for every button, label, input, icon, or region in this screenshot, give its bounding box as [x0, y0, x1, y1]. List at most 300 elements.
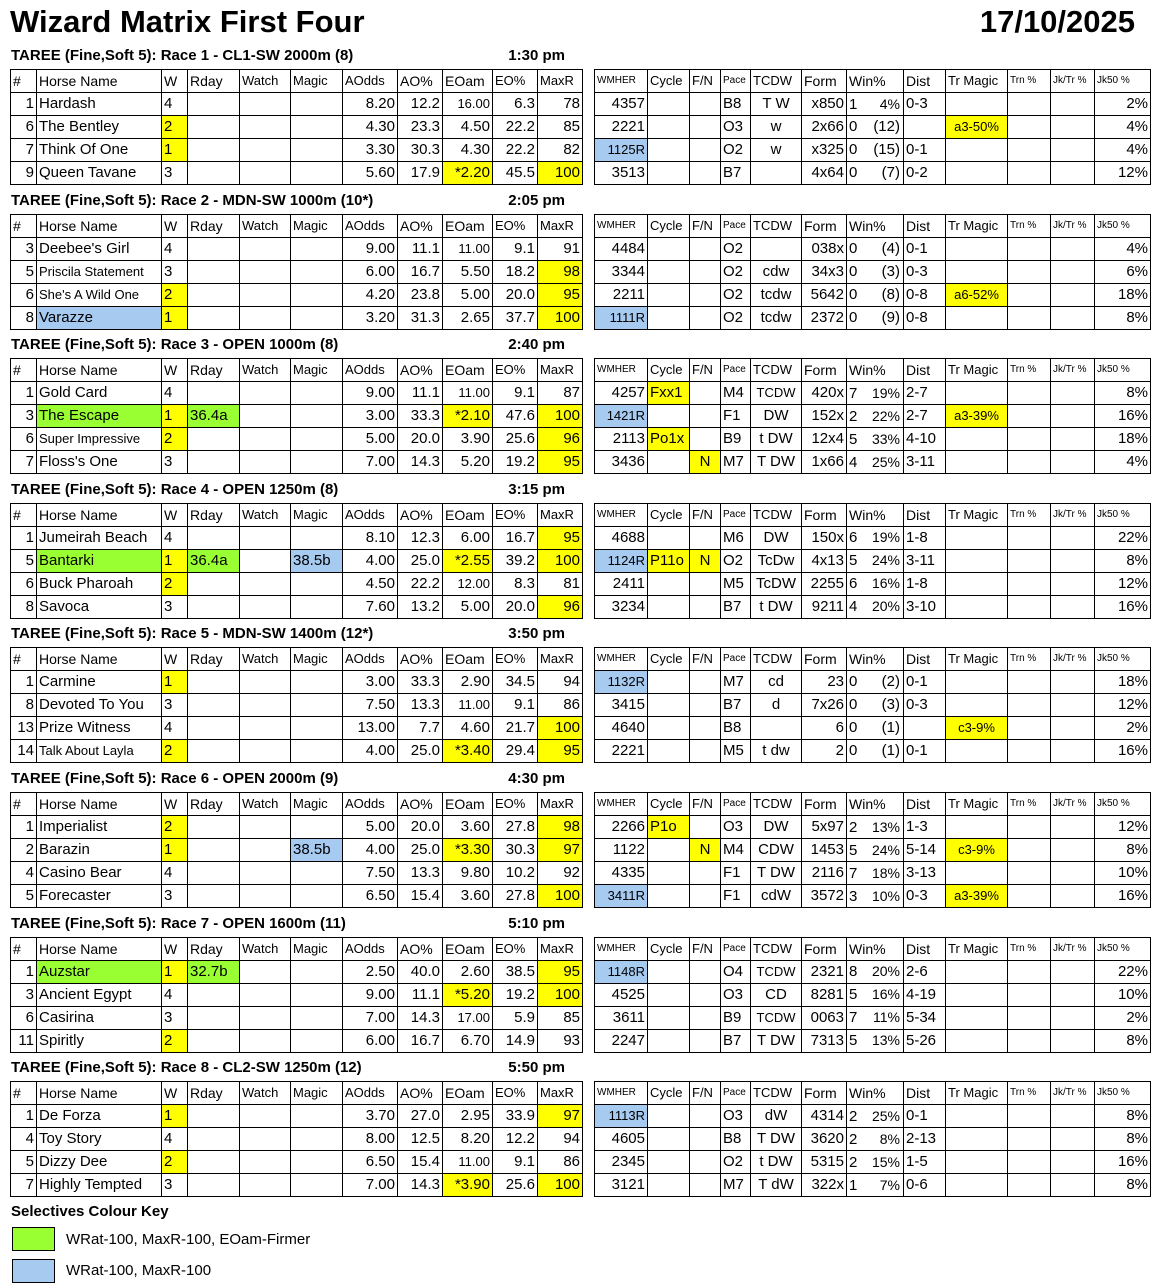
runner-form: 1453: [802, 839, 847, 862]
runner-rday: [188, 1174, 240, 1197]
runner-rday: [188, 740, 240, 763]
runner-jk50: 8%: [1095, 1029, 1151, 1052]
runner-watch: [240, 1174, 291, 1197]
runner-jk50: 8%: [1095, 549, 1151, 572]
runner-win: [847, 983, 904, 1006]
runner-jktr: [1051, 526, 1095, 549]
runner-aodds: 7.00: [343, 451, 398, 474]
runner-rday: [188, 1006, 240, 1029]
runner-w: 1: [162, 671, 188, 694]
runner-maxr: 100: [538, 717, 583, 740]
runner-aop: 16.7: [398, 260, 443, 283]
runner-pace: O4: [721, 960, 751, 983]
runner-tcdw: TcDw: [751, 549, 802, 572]
runner-maxr: 98: [538, 260, 583, 283]
runner-form: 4x13: [802, 549, 847, 572]
runner-win: [847, 595, 904, 618]
runner-magic: [291, 237, 343, 260]
runner-rday: [188, 885, 240, 908]
runner-wins: 0: [849, 285, 858, 303]
runner-fn: [690, 671, 721, 694]
race-header: [11, 768, 571, 790]
runner-no: 1: [11, 816, 37, 839]
runner-trmagic: [946, 1105, 1008, 1128]
runner-dist: 3-11: [904, 549, 946, 572]
runner-jk50: 8%: [1095, 839, 1151, 862]
runner-eop: 14.9: [493, 1029, 538, 1052]
runner-eoam: 6.00: [443, 526, 493, 549]
runner-pace: M7: [721, 671, 751, 694]
runner-watch: [240, 260, 291, 283]
stats-row: [595, 572, 1151, 595]
runner-aop: 20.0: [398, 428, 443, 451]
runner-pace: B8: [721, 717, 751, 740]
stats-row: [595, 93, 1151, 116]
column-header: AOdds: [343, 937, 398, 960]
runner-jk50: 8%: [1095, 1128, 1151, 1151]
runner-magic: [291, 1006, 343, 1029]
runner-cycle: [648, 671, 690, 694]
runner-rday: [188, 1151, 240, 1174]
runner-aop: 12.5: [398, 1128, 443, 1151]
horse-name: Buck Pharoah: [37, 572, 162, 595]
runner-fn: [690, 1105, 721, 1128]
column-header: Dist: [904, 359, 946, 382]
runner-wmher: 4357: [595, 93, 648, 116]
runner-trmagic: a3-39%: [946, 885, 1008, 908]
race-stats-table: [594, 937, 1151, 1053]
runner-win-pct: 7%: [879, 1176, 900, 1193]
runner-trmagic: a3-39%: [946, 405, 1008, 428]
runner-jktr: [1051, 382, 1095, 405]
runner-magic: [291, 717, 343, 740]
runner-pace: O3: [721, 116, 751, 139]
runner-magic: [291, 885, 343, 908]
column-header: Jk50 %: [1095, 648, 1151, 671]
column-header: WMHER: [595, 503, 648, 526]
header-row: [595, 937, 1151, 960]
runner-trmagic: [946, 694, 1008, 717]
runner-tcdw: tcdw: [751, 306, 802, 329]
column-header: Rday: [188, 359, 240, 382]
runner-jktr: [1051, 1128, 1095, 1151]
runner-tcdw: T DW: [751, 862, 802, 885]
column-header: Cycle: [648, 937, 690, 960]
runner-no: 1: [11, 382, 37, 405]
runner-maxr: 100: [538, 1174, 583, 1197]
runner-win-pct: 15%: [871, 1153, 900, 1170]
runner-wins: 0: [849, 141, 858, 158]
runner-eop: 33.9: [493, 1105, 538, 1128]
runner-trmagic: [946, 862, 1008, 885]
runner-win-pct: 11%: [873, 1009, 900, 1026]
runner-form: 8281: [802, 983, 847, 1006]
horse-name: Auzstar: [37, 960, 162, 983]
runner-win-pct: (9): [881, 308, 900, 326]
runner-jktr: [1051, 1006, 1095, 1029]
runner-no: 3: [11, 405, 37, 428]
column-header: Watch: [240, 648, 291, 671]
runner-aop: 25.0: [398, 549, 443, 572]
runner-pace: M5: [721, 572, 751, 595]
stats-row: [595, 1174, 1151, 1197]
runner-jktr: [1051, 451, 1095, 474]
runner-eop: 19.2: [493, 451, 538, 474]
runner-magic: [291, 1151, 343, 1174]
race-header: [11, 190, 571, 212]
runner-aodds: 5.00: [343, 428, 398, 451]
stats-row: [595, 526, 1151, 549]
runner-form: x850: [802, 93, 847, 116]
runner-wins: 4: [849, 598, 858, 616]
runner-aodds: 4.30: [343, 116, 398, 139]
blue-swatch: [12, 1259, 55, 1283]
runner-form: 2: [802, 740, 847, 763]
column-header: Jk50 %: [1095, 70, 1151, 93]
runner-row: [11, 1006, 583, 1029]
column-header: Pace: [721, 503, 751, 526]
column-header: WMHER: [595, 214, 648, 237]
runner-aop: 11.1: [398, 983, 443, 1006]
runner-eop: 27.8: [493, 816, 538, 839]
runner-win: [847, 451, 904, 474]
runner-jk50: 2%: [1095, 93, 1151, 116]
column-header: Rday: [188, 648, 240, 671]
runner-maxr: 92: [538, 862, 583, 885]
runner-maxr: 85: [538, 1006, 583, 1029]
runner-jktr: [1051, 839, 1095, 862]
runner-pace: B7: [721, 1029, 751, 1052]
runner-tcdw: DW: [751, 405, 802, 428]
column-header: Form: [802, 503, 847, 526]
runner-wins: 0: [849, 696, 858, 714]
runner-eop: 27.8: [493, 885, 538, 908]
runner-rday: 32.7b: [188, 960, 240, 983]
runner-wmher: 1125R: [595, 139, 648, 162]
runner-wmher: 4257: [595, 382, 648, 405]
runner-watch: [240, 1006, 291, 1029]
runner-win-pct: 8%: [879, 1130, 900, 1147]
column-header: Dist: [904, 793, 946, 816]
runner-jktr: [1051, 740, 1095, 763]
runner-trnp: [1008, 1029, 1051, 1052]
column-header: Jk/Tr %: [1051, 1082, 1095, 1105]
runner-magic: [291, 116, 343, 139]
runner-pace: M4: [721, 839, 751, 862]
runner-fn: [690, 1006, 721, 1029]
runner-form: 9211: [802, 595, 847, 618]
runner-fn: N: [690, 451, 721, 474]
column-header: Jk50 %: [1095, 503, 1151, 526]
runner-win: [847, 885, 904, 908]
runner-row: [11, 428, 583, 451]
runner-aodds: 8.10: [343, 526, 398, 549]
column-header: Watch: [240, 70, 291, 93]
runner-form: 12x4: [802, 428, 847, 451]
stats-row: [595, 162, 1151, 185]
runner-fn: [690, 1128, 721, 1151]
runner-row: [11, 816, 583, 839]
runner-fn: [690, 1029, 721, 1052]
runner-trnp: [1008, 1105, 1051, 1128]
runner-magic: [291, 139, 343, 162]
runner-trmagic: [946, 1128, 1008, 1151]
column-header: Trn %: [1008, 793, 1051, 816]
runner-magic: [291, 862, 343, 885]
runner-cycle: [648, 405, 690, 428]
runner-no: 4: [11, 862, 37, 885]
runner-tcdw: cdw: [751, 260, 802, 283]
runner-magic: [291, 740, 343, 763]
column-header: Rday: [188, 793, 240, 816]
runner-row: [11, 260, 583, 283]
runner-win: [847, 382, 904, 405]
runner-wmher: 2113: [595, 428, 648, 451]
runner-cycle: P1o: [648, 816, 690, 839]
column-header: AOdds: [343, 503, 398, 526]
runner-fn: [690, 405, 721, 428]
runner-wins: 6: [849, 529, 858, 547]
runner-jk50: 12%: [1095, 816, 1151, 839]
runner-eoam: 3.90: [443, 428, 493, 451]
column-header: Dist: [904, 1082, 946, 1105]
stats-row: [595, 405, 1151, 428]
runner-watch: [240, 382, 291, 405]
runner-trnp: [1008, 116, 1051, 139]
runner-magic: [291, 526, 343, 549]
column-header: Win%: [847, 793, 904, 816]
runner-magic: [291, 260, 343, 283]
column-header: MaxR: [538, 214, 583, 237]
horse-name: Floss's One: [37, 451, 162, 474]
runner-win: [847, 671, 904, 694]
horse-name: Priscila Statement: [37, 260, 162, 283]
runner-dist: [904, 116, 946, 139]
runner-magic: [291, 671, 343, 694]
column-header: Win%: [847, 503, 904, 526]
runner-eop: 30.3: [493, 839, 538, 862]
runner-trmagic: a3-50%: [946, 116, 1008, 139]
column-header: Trn %: [1008, 503, 1051, 526]
runner-aop: 16.7: [398, 1029, 443, 1052]
column-header: Watch: [240, 793, 291, 816]
runner-eop: 20.0: [493, 595, 538, 618]
horse-name: The Escape: [37, 405, 162, 428]
runner-aodds: 7.00: [343, 1006, 398, 1029]
runner-aop: 31.3: [398, 306, 443, 329]
runner-eoam: *3.30: [443, 839, 493, 862]
column-header: Trn %: [1008, 359, 1051, 382]
runner-fn: [690, 595, 721, 618]
column-header: #: [11, 359, 37, 382]
runner-magic: [291, 451, 343, 474]
runner-win: [847, 839, 904, 862]
column-header: WMHER: [595, 359, 648, 382]
runner-jk50: 18%: [1095, 283, 1151, 306]
runner-eop: 25.6: [493, 1174, 538, 1197]
stats-row: [595, 816, 1151, 839]
runner-wmher: 3411R: [595, 885, 648, 908]
runner-fn: N: [690, 549, 721, 572]
runner-aodds: 8.00: [343, 1128, 398, 1151]
runner-wmher: 1111R: [595, 306, 648, 329]
column-header: EO%: [493, 793, 538, 816]
runner-pace: M5: [721, 740, 751, 763]
horse-name: Queen Tavane: [37, 162, 162, 185]
runner-jk50: 22%: [1095, 960, 1151, 983]
column-header: Dist: [904, 648, 946, 671]
runner-w: 1: [162, 839, 188, 862]
runner-magic: 38.5b: [291, 839, 343, 862]
runner-maxr: 100: [538, 549, 583, 572]
runner-win: [847, 694, 904, 717]
race-time: 5:10 pm: [508, 914, 565, 932]
runner-dist: 5-14: [904, 839, 946, 862]
runner-jktr: [1051, 1105, 1095, 1128]
runner-win-pct: (8): [881, 285, 900, 303]
runner-dist: 1-8: [904, 572, 946, 595]
runner-win: [847, 1151, 904, 1174]
horse-name: Dizzy Dee: [37, 1151, 162, 1174]
stats-row: [595, 237, 1151, 260]
runner-fn: [690, 93, 721, 116]
column-header: Cycle: [648, 214, 690, 237]
runner-tcdw: d: [751, 694, 802, 717]
runner-wmher: 1124R: [595, 549, 648, 572]
runner-win-pct: (15): [873, 141, 900, 158]
runner-cycle: P11o: [648, 549, 690, 572]
runner-eop: 9.1: [493, 1151, 538, 1174]
runner-aodds: 6.00: [343, 1029, 398, 1052]
runner-no: 6: [11, 283, 37, 306]
race-header: [11, 623, 571, 645]
runner-win: [847, 549, 904, 572]
runner-wmher: 2411: [595, 572, 648, 595]
runner-tcdw: T dW: [751, 1174, 802, 1197]
runner-watch: [240, 1151, 291, 1174]
column-header: MaxR: [538, 359, 583, 382]
runner-aodds: 5.60: [343, 162, 398, 185]
runner-eoam: 5.00: [443, 595, 493, 618]
runner-eoam: *2.20: [443, 162, 493, 185]
runner-eoam: 2.95: [443, 1105, 493, 1128]
runner-trmagic: [946, 960, 1008, 983]
horse-name: Savoca: [37, 595, 162, 618]
runner-trnp: [1008, 694, 1051, 717]
runner-dist: 0-1: [904, 671, 946, 694]
race-stats-table: [594, 214, 1151, 330]
column-header: #: [11, 937, 37, 960]
runner-pace: O3: [721, 816, 751, 839]
runner-trnp: [1008, 526, 1051, 549]
runner-eoam: 3.60: [443, 885, 493, 908]
race-runners-table: [10, 1081, 583, 1197]
runner-dist: 0-8: [904, 283, 946, 306]
runner-magic: [291, 595, 343, 618]
runner-rday: [188, 671, 240, 694]
column-header: Magic: [291, 70, 343, 93]
runner-tcdw: cdW: [751, 885, 802, 908]
runner-maxr: 100: [538, 983, 583, 1006]
runner-trmagic: [946, 428, 1008, 451]
runner-jktr: [1051, 1174, 1095, 1197]
column-header: Magic: [291, 359, 343, 382]
runner-trnp: [1008, 1151, 1051, 1174]
runner-pace: O2: [721, 237, 751, 260]
column-header: AO%: [398, 793, 443, 816]
column-header: AOdds: [343, 359, 398, 382]
runner-trmagic: [946, 595, 1008, 618]
runner-trmagic: [946, 671, 1008, 694]
horse-name: Think Of One: [37, 139, 162, 162]
runner-dist: 5-34: [904, 1006, 946, 1029]
runner-wins: 1: [849, 1176, 858, 1194]
runner-watch: [240, 93, 291, 116]
column-header: TCDW: [751, 1082, 802, 1105]
runner-maxr: 81: [538, 572, 583, 595]
runner-form: 3620: [802, 1128, 847, 1151]
race-runners-table: [10, 647, 583, 763]
runner-eoam: 11.00: [443, 237, 493, 260]
runner-trmagic: [946, 237, 1008, 260]
runner-watch: [240, 960, 291, 983]
column-header: Tr Magic: [946, 937, 1008, 960]
runner-tcdw: [751, 717, 802, 740]
column-header: W: [162, 937, 188, 960]
runner-aop: 15.4: [398, 1151, 443, 1174]
column-header: Form: [802, 1082, 847, 1105]
runner-w: 4: [162, 382, 188, 405]
runner-aodds: 3.00: [343, 671, 398, 694]
column-header: Trn %: [1008, 70, 1051, 93]
runner-maxr: 97: [538, 839, 583, 862]
runner-cycle: [648, 1174, 690, 1197]
column-header: AO%: [398, 1082, 443, 1105]
runner-jk50: 4%: [1095, 237, 1151, 260]
stats-row: [595, 694, 1151, 717]
column-header: EOam: [443, 793, 493, 816]
column-header: EOam: [443, 503, 493, 526]
column-header: Watch: [240, 1082, 291, 1105]
runner-fn: [690, 862, 721, 885]
column-header: W: [162, 70, 188, 93]
runner-win: [847, 740, 904, 763]
runner-jk50: 2%: [1095, 1006, 1151, 1029]
runner-watch: [240, 283, 291, 306]
runner-trnp: [1008, 283, 1051, 306]
column-header: #: [11, 214, 37, 237]
column-header: #: [11, 70, 37, 93]
horse-name: Hardash: [37, 93, 162, 116]
runner-form: 2321: [802, 960, 847, 983]
column-header: AO%: [398, 214, 443, 237]
column-header: TCDW: [751, 937, 802, 960]
runner-eoam: 11.00: [443, 694, 493, 717]
runner-jktr: [1051, 549, 1095, 572]
runner-wmher: 2266: [595, 816, 648, 839]
runner-wmher: 4688: [595, 526, 648, 549]
runner-w: 2: [162, 116, 188, 139]
runner-eop: 47.6: [493, 405, 538, 428]
column-header: Form: [802, 359, 847, 382]
runner-rday: [188, 139, 240, 162]
column-header: Pace: [721, 793, 751, 816]
runner-trnp: [1008, 740, 1051, 763]
runner-jk50: 18%: [1095, 671, 1151, 694]
runner-trmagic: [946, 983, 1008, 1006]
runner-tcdw: TCDW: [751, 1006, 802, 1029]
runner-form: 2116: [802, 862, 847, 885]
